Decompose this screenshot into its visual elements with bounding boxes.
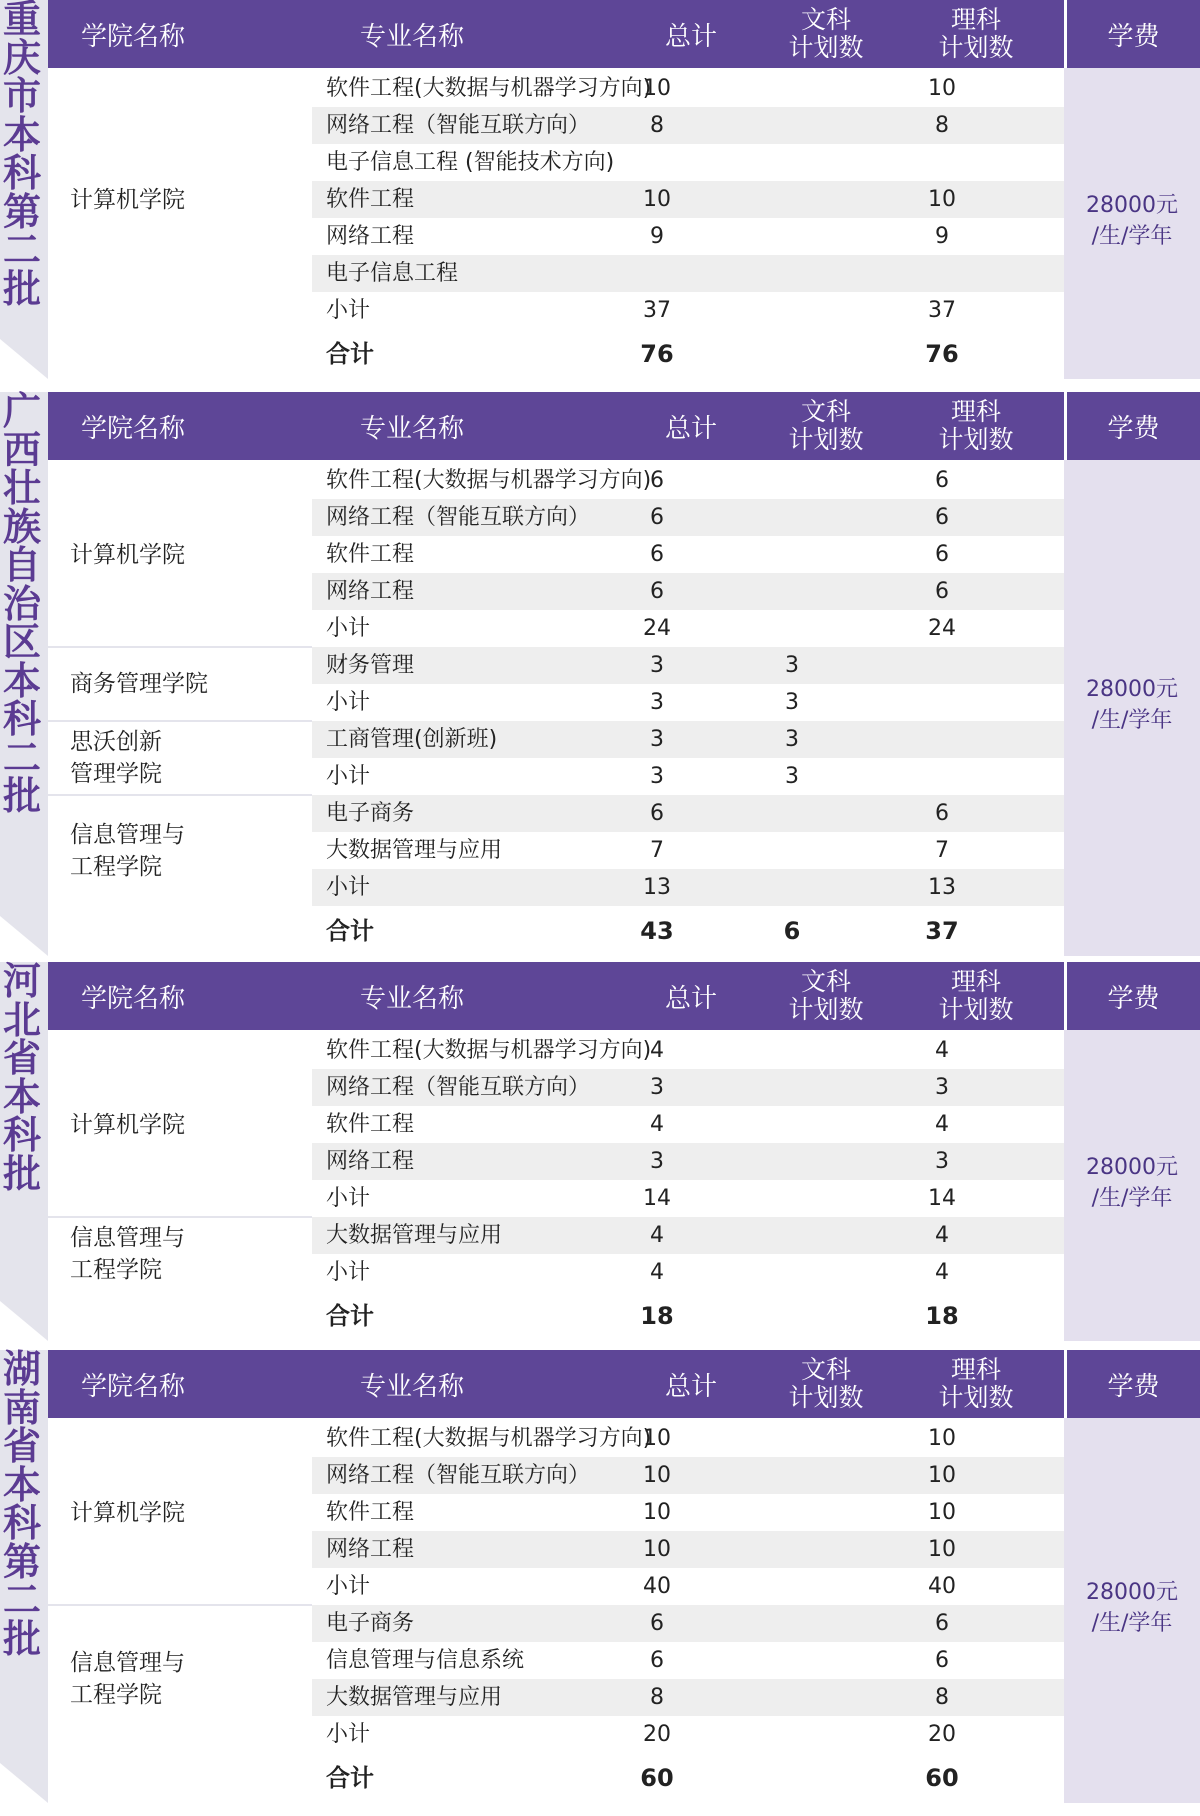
sum-arts <box>767 1755 817 1801</box>
arts-count: 3 <box>785 764 799 789</box>
college-divider <box>48 1216 312 1218</box>
header-total: 总计 <box>664 983 717 1014</box>
arts-count <box>767 573 817 610</box>
tuition-amount: 28000元 <box>1086 1579 1178 1605</box>
header-tuition-cell <box>1064 0 1200 68</box>
header-sci-line2: 计划数 <box>938 425 1014 454</box>
sum-sci: 60 <box>925 1764 959 1792</box>
college-divider <box>48 794 312 796</box>
major-name: 网络工程 <box>326 1149 415 1174</box>
total-count: 6 <box>650 542 664 567</box>
header-arts <box>781 0 871 68</box>
tuition-cell <box>1064 1418 1200 1803</box>
table-row <box>312 499 1064 536</box>
sci-count: 20 <box>928 1722 956 1747</box>
sum-label: 合计 <box>326 917 374 945</box>
arts-count <box>767 1716 817 1753</box>
major-name: 软件工程(大数据与机器学习方向) <box>326 1426 652 1451</box>
tuition-unit: /生/学年 <box>1091 1185 1173 1211</box>
table-row <box>312 1032 1064 1069</box>
college-name: 计算机学院 <box>70 186 185 213</box>
college-cell <box>48 70 312 329</box>
arts-count <box>767 1679 817 1716</box>
total-count: 9 <box>650 224 664 249</box>
header-sci-line2: 计划数 <box>938 33 1014 62</box>
arts-count <box>767 1605 817 1642</box>
table-row <box>312 255 1064 292</box>
college-name: 工程学院 <box>70 1257 162 1283</box>
region-label: 广西壮族自治区本科二批 <box>2 389 41 818</box>
sci-count: 10 <box>928 187 956 212</box>
header-sci <box>931 962 1021 1030</box>
college-cell <box>48 795 312 906</box>
table-row <box>312 832 1064 869</box>
major-name: 软件工程(大数据与机器学习方向) <box>326 1038 652 1063</box>
sum-label: 合计 <box>326 340 374 368</box>
major-name: 小计 <box>326 298 371 323</box>
major-name: 软件工程 <box>326 187 415 212</box>
header-college: 学院名称 <box>80 983 185 1014</box>
header-arts-line1: 文科 <box>800 5 851 34</box>
table-row <box>312 721 1064 758</box>
header-sci-line1: 理科 <box>950 397 1001 426</box>
total-count: 8 <box>650 113 664 138</box>
college-name: 管理学院 <box>70 761 162 787</box>
table-row <box>312 1254 1064 1291</box>
sci-count <box>917 255 967 292</box>
arts-count <box>767 1180 817 1217</box>
total-count: 6 <box>650 579 664 604</box>
table-row <box>312 1420 1064 1457</box>
arts-count <box>767 292 817 329</box>
college-name: 信息管理与 <box>70 1650 185 1676</box>
table-row <box>312 1716 1064 1753</box>
header-tuition: 学费 <box>1107 983 1160 1014</box>
table-row <box>312 1494 1064 1531</box>
sum-total: 43 <box>640 917 674 945</box>
table-header <box>48 1350 1064 1418</box>
sci-count <box>917 647 967 684</box>
sum-row <box>312 908 1064 954</box>
arts-count <box>767 1217 817 1254</box>
total-count <box>632 144 682 181</box>
header-tuition-cell <box>1064 1350 1200 1418</box>
region-label: 河北省本科批 <box>2 959 41 1196</box>
sci-count: 10 <box>928 1426 956 1451</box>
sci-count: 9 <box>935 224 949 249</box>
total-count: 10 <box>643 1463 671 1488</box>
arts-count <box>767 1568 817 1605</box>
region-label: 湖南省本科第二批 <box>2 1347 41 1661</box>
table-row <box>312 107 1064 144</box>
header-sci-line1: 理科 <box>950 967 1001 996</box>
arts-count <box>767 1494 817 1531</box>
major-name: 小计 <box>326 875 371 900</box>
header-arts <box>781 392 871 460</box>
major-name: 小计 <box>326 764 371 789</box>
major-name: 工商管理(创新班) <box>326 727 498 752</box>
major-name: 小计 <box>326 1574 371 1599</box>
total-count: 24 <box>643 616 671 641</box>
sci-count: 8 <box>935 113 949 138</box>
arts-count <box>767 1032 817 1069</box>
major-name: 软件工程 <box>326 1500 415 1525</box>
arts-count <box>767 144 817 181</box>
arts-count <box>767 1642 817 1679</box>
major-name: 网络工程 <box>326 224 415 249</box>
table-row <box>312 1180 1064 1217</box>
sci-count: 7 <box>935 838 949 863</box>
arts-count <box>767 70 817 107</box>
table-row <box>312 144 1064 181</box>
total-count: 3 <box>650 653 664 678</box>
header-arts <box>781 962 871 1030</box>
major-name: 小计 <box>326 616 371 641</box>
arts-count <box>767 107 817 144</box>
header-arts-line2: 计划数 <box>788 425 864 454</box>
header-sci-line1: 理科 <box>950 5 1001 34</box>
table-row <box>312 1605 1064 1642</box>
college-cell <box>48 1420 312 1605</box>
table-row <box>312 758 1064 795</box>
table-row <box>312 684 1064 721</box>
sci-count: 6 <box>935 505 949 530</box>
sci-count: 40 <box>928 1574 956 1599</box>
arts-count <box>767 255 817 292</box>
college-divider <box>48 720 312 722</box>
table-row <box>312 573 1064 610</box>
college-name: 信息管理与 <box>70 1225 185 1251</box>
sci-count <box>917 684 967 721</box>
table-row <box>312 1568 1064 1605</box>
college-cell <box>48 1032 312 1217</box>
sci-count: 4 <box>935 1223 949 1248</box>
header-total: 总计 <box>664 21 717 52</box>
sum-total: 60 <box>640 1764 674 1792</box>
table-row <box>312 1531 1064 1568</box>
total-count: 4 <box>650 1038 664 1063</box>
major-name: 财务管理 <box>326 653 415 678</box>
sci-count: 14 <box>928 1186 956 1211</box>
sci-count: 6 <box>935 468 949 493</box>
total-count: 10 <box>643 187 671 212</box>
major-name: 小计 <box>326 1186 371 1211</box>
major-name: 电子商务 <box>326 1611 415 1636</box>
arts-count <box>767 1106 817 1143</box>
total-count: 40 <box>643 1574 671 1599</box>
arts-count <box>767 462 817 499</box>
major-name: 电子信息工程 <box>326 261 459 286</box>
header-sci <box>931 0 1021 68</box>
total-count: 6 <box>650 505 664 530</box>
tuition-amount: 28000元 <box>1086 1154 1178 1180</box>
header-college: 学院名称 <box>80 21 185 52</box>
sci-count: 10 <box>928 1500 956 1525</box>
major-name: 网络工程 <box>326 1537 415 1562</box>
total-count: 8 <box>650 1685 664 1710</box>
arts-count: 3 <box>785 653 799 678</box>
table-row <box>312 181 1064 218</box>
major-name: 软件工程(大数据与机器学习方向) <box>326 468 652 493</box>
total-count: 4 <box>650 1112 664 1137</box>
plan-section <box>0 0 1200 379</box>
arts-count <box>767 610 817 647</box>
region-tab <box>0 389 48 916</box>
tuition-unit: /生/学年 <box>1091 708 1173 733</box>
arts-count <box>767 1069 817 1106</box>
header-major: 专业名称 <box>359 1371 464 1402</box>
college-name: 计算机学院 <box>70 1111 185 1138</box>
sum-arts <box>767 331 817 377</box>
major-name: 电子信息工程 (智能技术方向) <box>326 150 615 175</box>
sci-count <box>917 758 967 795</box>
table-row <box>312 536 1064 573</box>
sum-sci: 37 <box>925 917 959 945</box>
sum-total: 76 <box>640 340 674 368</box>
sum-total: 18 <box>640 1302 674 1330</box>
total-count: 3 <box>650 727 664 752</box>
major-name: 小计 <box>326 690 371 715</box>
college-cell <box>48 462 312 647</box>
table-row <box>312 610 1064 647</box>
major-name: 大数据管理与应用 <box>326 838 503 863</box>
sci-count <box>917 144 967 181</box>
college-divider <box>48 646 312 648</box>
table-row <box>312 1679 1064 1716</box>
total-count: 3 <box>650 690 664 715</box>
header-tuition-cell <box>1064 962 1200 1030</box>
sci-count: 3 <box>935 1075 949 1100</box>
major-name: 网络工程（智能互联方向） <box>326 1463 591 1488</box>
college-divider <box>48 1604 312 1606</box>
total-count: 10 <box>643 1537 671 1562</box>
major-name: 网络工程（智能互联方向） <box>326 1075 591 1100</box>
sci-count: 6 <box>935 1611 949 1636</box>
tuition-amount: 28000元 <box>1086 677 1178 702</box>
tuition-amount: 28000元 <box>1086 192 1178 218</box>
plan-section <box>0 389 1200 956</box>
sum-row <box>312 331 1064 377</box>
sci-count: 10 <box>928 1537 956 1562</box>
total-count: 3 <box>650 1149 664 1174</box>
table-row <box>312 1143 1064 1180</box>
header-college: 学院名称 <box>80 1371 185 1402</box>
header-sci-line2: 计划数 <box>938 1383 1014 1412</box>
college-cell <box>48 1217 312 1291</box>
major-name: 小计 <box>326 1260 371 1285</box>
header-arts-line2: 计划数 <box>788 995 864 1024</box>
arts-count <box>767 1457 817 1494</box>
sum-row <box>312 1293 1064 1339</box>
sci-count: 37 <box>928 298 956 323</box>
arts-count: 3 <box>785 690 799 715</box>
sci-count: 10 <box>928 76 956 101</box>
table-row <box>312 1642 1064 1679</box>
header-major: 专业名称 <box>359 21 464 52</box>
tuition-cell <box>1064 1030 1200 1341</box>
arts-count <box>767 218 817 255</box>
region-tab <box>0 0 48 339</box>
major-name: 软件工程 <box>326 1112 415 1137</box>
plan-section <box>0 1347 1200 1803</box>
arts-count <box>767 181 817 218</box>
header-major: 专业名称 <box>359 983 464 1014</box>
arts-count <box>767 1143 817 1180</box>
table-header <box>48 962 1064 1030</box>
arts-count <box>767 536 817 573</box>
college-cell <box>48 647 312 721</box>
header-college: 学院名称 <box>80 413 185 444</box>
college-name: 工程学院 <box>70 1682 162 1708</box>
total-count: 3 <box>650 764 664 789</box>
major-name: 软件工程(大数据与机器学习方向) <box>326 76 652 101</box>
region-tab <box>0 959 48 1301</box>
table-row <box>312 795 1064 832</box>
college-name: 计算机学院 <box>70 1499 185 1526</box>
table-row <box>312 70 1064 107</box>
sci-count: 6 <box>935 1648 949 1673</box>
major-name: 信息管理与信息系统 <box>326 1648 525 1673</box>
total-count: 37 <box>643 298 671 323</box>
sci-count: 3 <box>935 1149 949 1174</box>
college-cell <box>48 1605 312 1753</box>
header-tuition-cell <box>1064 392 1200 460</box>
sci-count: 13 <box>928 875 956 900</box>
total-count <box>632 255 682 292</box>
sum-arts: 6 <box>783 917 801 945</box>
header-tuition: 学费 <box>1107 413 1160 444</box>
header-total: 总计 <box>664 413 717 444</box>
header-sci <box>931 392 1021 460</box>
sci-count: 6 <box>935 801 949 826</box>
arts-count <box>767 1420 817 1457</box>
table-row <box>312 292 1064 329</box>
sci-count <box>917 721 967 758</box>
total-count: 3 <box>650 1075 664 1100</box>
sum-sci: 18 <box>925 1302 959 1330</box>
sci-count: 10 <box>928 1463 956 1488</box>
total-count: 6 <box>650 1648 664 1673</box>
sum-label: 合计 <box>326 1302 374 1330</box>
sci-count: 6 <box>935 542 949 567</box>
header-total: 总计 <box>664 1371 717 1402</box>
total-count: 6 <box>650 801 664 826</box>
table-row <box>312 1069 1064 1106</box>
header-sci-line1: 理科 <box>950 1355 1001 1384</box>
tuition-unit: /生/学年 <box>1091 1610 1173 1636</box>
major-name: 大数据管理与应用 <box>326 1223 503 1248</box>
total-count: 10 <box>643 1426 671 1451</box>
total-count: 6 <box>650 468 664 493</box>
college-name: 计算机学院 <box>70 541 185 568</box>
tuition-cell <box>1064 68 1200 379</box>
plan-section <box>0 959 1200 1341</box>
total-count: 4 <box>650 1260 664 1285</box>
table-row <box>312 869 1064 906</box>
table-row <box>312 218 1064 255</box>
header-arts-line1: 文科 <box>800 1355 851 1384</box>
header-arts <box>781 1350 871 1418</box>
region-tab <box>0 1347 48 1763</box>
major-name: 网络工程 <box>326 579 415 604</box>
major-name: 软件工程 <box>326 542 415 567</box>
total-count: 4 <box>650 1223 664 1248</box>
college-name: 工程学院 <box>70 853 162 880</box>
header-sci-line2: 计划数 <box>938 995 1014 1024</box>
arts-count <box>767 832 817 869</box>
sci-count: 6 <box>935 579 949 604</box>
header-tuition: 学费 <box>1107 21 1160 52</box>
college-name: 信息管理与 <box>70 821 185 848</box>
arts-count <box>767 1254 817 1291</box>
total-count: 14 <box>643 1186 671 1211</box>
college-cell <box>48 721 312 795</box>
header-arts-line1: 文科 <box>800 967 851 996</box>
header-arts-line2: 计划数 <box>788 33 864 62</box>
region-label: 重庆市本科第二批 <box>2 0 41 311</box>
arts-count <box>767 795 817 832</box>
major-name: 小计 <box>326 1722 371 1747</box>
header-arts-line1: 文科 <box>800 397 851 426</box>
table-row <box>312 647 1064 684</box>
table-row <box>312 1106 1064 1143</box>
major-name: 网络工程（智能互联方向） <box>326 113 591 138</box>
arts-count: 3 <box>785 727 799 752</box>
sci-count: 4 <box>935 1260 949 1285</box>
arts-count <box>767 869 817 906</box>
major-name: 大数据管理与应用 <box>326 1685 503 1710</box>
header-sci <box>931 1350 1021 1418</box>
total-count: 10 <box>643 1500 671 1525</box>
total-count: 10 <box>643 76 671 101</box>
sum-label: 合计 <box>326 1764 374 1792</box>
tuition-unit: /生/学年 <box>1091 223 1173 249</box>
table-header <box>48 392 1064 460</box>
table-row <box>312 462 1064 499</box>
arts-count <box>767 499 817 536</box>
major-name: 电子商务 <box>326 801 415 826</box>
sum-row <box>312 1755 1064 1801</box>
major-name: 网络工程（智能互联方向） <box>326 505 591 530</box>
total-count: 20 <box>643 1722 671 1747</box>
sum-arts <box>767 1293 817 1339</box>
tuition-cell <box>1064 460 1200 956</box>
sci-count: 24 <box>928 616 956 641</box>
total-count: 13 <box>643 875 671 900</box>
header-major: 专业名称 <box>359 413 464 444</box>
sci-count: 8 <box>935 1685 949 1710</box>
total-count: 7 <box>650 838 664 863</box>
header-tuition: 学费 <box>1107 1371 1160 1402</box>
college-name: 思沃创新 <box>70 729 162 755</box>
table-row <box>312 1457 1064 1494</box>
sci-count: 4 <box>935 1038 949 1063</box>
table-row <box>312 1217 1064 1254</box>
arts-count <box>767 1531 817 1568</box>
sci-count: 4 <box>935 1112 949 1137</box>
table-header <box>48 0 1064 68</box>
header-arts-line2: 计划数 <box>788 1383 864 1412</box>
sum-sci: 76 <box>925 340 959 368</box>
total-count: 6 <box>650 1611 664 1636</box>
college-name: 商务管理学院 <box>70 671 208 697</box>
